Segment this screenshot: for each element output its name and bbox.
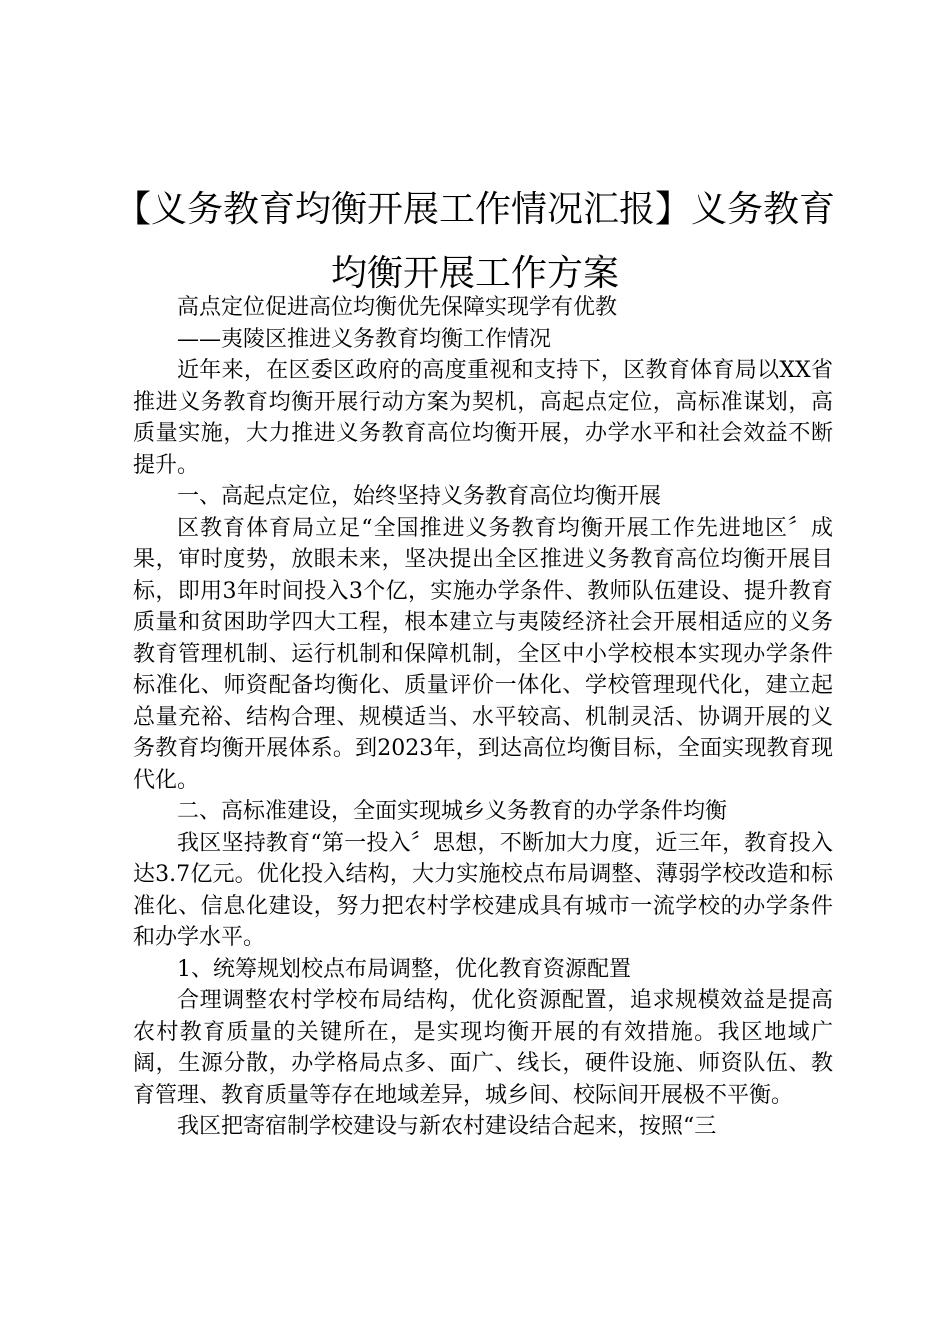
subtitle-line: 高点定位促进高位均衡优先保障实现学有优教 <box>177 295 618 320</box>
paragraph-section-2: 我区坚持教育“第一投入〞思想，不断加大力度，近三年，教育投入达3.7亿元。优化投入结构，大力实施校点布局调整、薄弱学校改造和标准化、信息化建设，努力把农村学校建成具有城市一流学校的办学条件和办学水平。 <box>133 830 833 950</box>
paragraph-intro: 近年来，在区委区政府的高度重视和支持下，区教育体育局以XX省推进义务教育均衡开展行动方案为契机，高起点定位，高标准谋划，高质量实施，大力推进义务教育高位均衡开展，办学水平和社会效益不断提升。 <box>133 358 833 478</box>
paragraph-subsection-1: 合理调整农村学校布局结构，优化资源配置，追求规模效益是提高农村教育质量的关键所在，是实现均衡开展的有效措施。我区地域广阔，生源分散，办学格局点多、面广、线长，硬件设施、师资队伍、教育管理、教育质量等存在地域差异，城乡间、校际间开展极不平衡。 <box>133 988 833 1108</box>
subtitle-byline: ——夷陵区推进义务教育均衡工作情况 <box>177 326 552 352</box>
document-title: 【义务教育均衡开展工作情况汇报】义务教育均衡开展工作方案 <box>114 189 835 294</box>
section-heading-2: 二、高标准建设，全面实现城乡义务教育的办学条件均衡 <box>177 799 728 824</box>
paragraph-section-1: 区教育体育局立足“全国推进义务教育均衡开展工作先进地区〞成果，审时度势，放眼未来，坚决提出全区推进义务教育高位均衡开展目标，即用3年时间投入3个亿，实施办学条件、教师队伍建设、提升教育质量和贫困助学四大工程，根本建立与夷陵经济社会开展相适应的义务教育管理机制、运行机制和保障机制，全区中小学校根本实现办学条件标准化、师资配备均衡化、质量评价一体化、学校管理现代化，建立起总量充裕、结构合理、规模适当、水平较高、机制灵活、协调开展的义务教育均衡开展体系。到2023年，到达高位均衡目标，全面实现教育现代化。 <box>133 515 833 793</box>
section-heading-1: 一、高起点定位，始终坚持义务教育高位均衡开展 <box>177 484 662 509</box>
subsection-heading-1: 1、统筹规划校点布局调整，优化教育资源配置 <box>177 956 631 982</box>
paragraph-continued: 我区把寄宿制学校建设与新农村建设结合起来，按照“三 <box>177 1114 717 1139</box>
document-body <box>133 292 833 1143</box>
